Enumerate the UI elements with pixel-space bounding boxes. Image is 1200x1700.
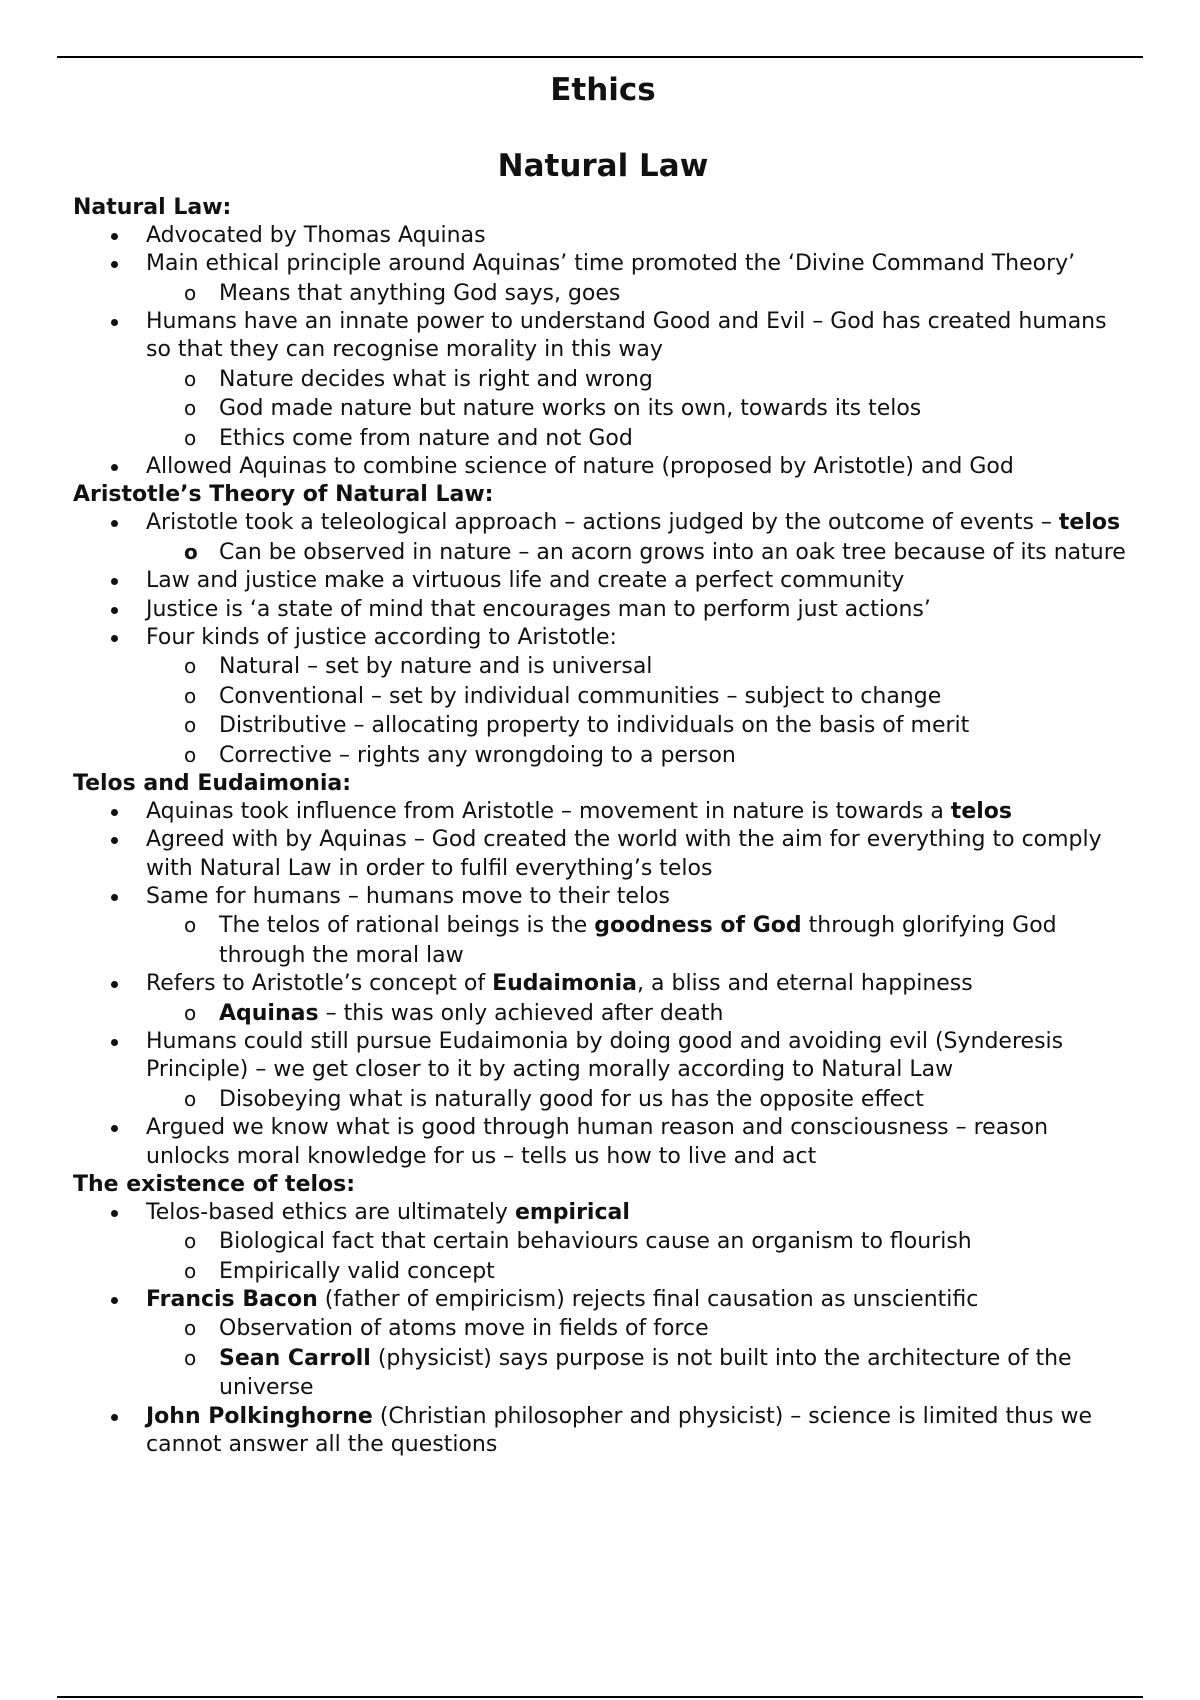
list-item <box>73 798 1133 826</box>
list-item-text: (father of empiricism) rejects final causation as unscientific <box>317 1287 979 1313</box>
sub-list-item <box>146 911 1133 970</box>
list-item <box>73 1403 1133 1460</box>
list-item <box>73 1028 1133 1114</box>
natural-law-list <box>73 222 1133 481</box>
bold-term: telos <box>1058 510 1121 536</box>
list-item <box>73 970 1133 1028</box>
bold-term: John Polkinghorne <box>146 1403 373 1429</box>
sub-list <box>146 1314 1133 1403</box>
bold-term: telos <box>950 799 1012 825</box>
list-item <box>73 308 1133 453</box>
list-item: Agreed with by Aquinas – God created the world with the aim for everything to comply with Natural Law in order to fulfil everything’s telos <box>73 826 1133 883</box>
section-heading-aristotle: Aristotle’s Theory of Natural Law: <box>73 482 494 508</box>
sub-list-item <box>146 999 1133 1029</box>
sub-list <box>146 1085 1133 1115</box>
sub-list-item: o Corrective – rights any wrongdoing to a person <box>146 741 1133 771</box>
sub-list-item: o Conventional – set by individual communities – subject to change <box>146 682 1133 712</box>
bold-term: Aquinas <box>219 1000 319 1026</box>
bold-term: Francis Bacon <box>146 1287 318 1313</box>
sub-list-item: o Ethics come from nature and not God <box>146 424 1133 454</box>
bold-term: Sean Carroll <box>219 1345 371 1371</box>
sub-list <box>146 365 1133 454</box>
list-item-text: Humans could still pursue Eudaimonia by doing good and avoiding evil (Synderesis Principle) – we get closer to it by acting morally according to Natural Law <box>146 1029 1064 1083</box>
list-item-text: Same for humans – humans move to their telos <box>146 884 671 910</box>
document-title: Ethics <box>550 72 656 108</box>
section-heading-telos-eudaimonia: Telos and Eudaimonia: <box>73 771 352 797</box>
sub-list <box>146 999 1133 1029</box>
telos-eudaimonia-list <box>73 798 1133 1171</box>
sub-list-item: o Can be observed in nature – an acorn grows into an oak tree because of its nature <box>146 538 1133 568</box>
sub-list <box>146 911 1133 970</box>
list-item <box>73 250 1133 308</box>
bold-term: empirical <box>514 1199 630 1225</box>
sub-list-item: o Empirically valid concept <box>146 1257 1133 1287</box>
sub-list <box>146 1227 1133 1286</box>
list-item-text: Refers to Aristotle’s concept of <box>146 971 493 997</box>
aristotle-list <box>73 509 1133 770</box>
sub-list-item-text: (physicist) says purpose is not built into the architecture of the universe <box>219 1345 1072 1401</box>
list-item-text: Telos-based ethics are ultimately <box>146 1199 515 1225</box>
list-item-text: Aquinas took influence from Aristotle – movement in nature is towards a <box>146 799 951 825</box>
section-heading-existence-of-telos: The existence of telos: <box>73 1171 356 1197</box>
document-page <box>73 70 1133 1460</box>
sub-list-item: o Natural – set by nature and is universal <box>146 652 1133 682</box>
section-heading-natural-law: Natural Law: <box>73 195 232 220</box>
list-item-text: (Christian philosopher and physicist) – science is limited thus we cannot answer all the questions <box>146 1403 1092 1458</box>
sub-list-item-text: through glorifying God through the moral law <box>219 913 1057 968</box>
list-item: Allowed Aquinas to combine science of nature (proposed by Aristotle) and God <box>73 453 1133 481</box>
sub-list-item-text: – this was only achieved after death <box>318 1000 724 1026</box>
sub-list <box>146 538 1133 568</box>
list-item-text: Main ethical principle around Aquinas’ time promoted the ‘Divine Command Theory’ <box>146 251 1076 277</box>
sub-list-item: o God made nature but nature works on its own, towards its telos <box>146 394 1133 424</box>
sub-list <box>146 279 1133 309</box>
list-item <box>73 883 1133 970</box>
list-item <box>73 1199 1133 1286</box>
list-item-text: Humans have an innate power to understand Good and Evil – God has created humans so that they can recognise morality in this way <box>146 309 1107 363</box>
list-item: Argued we know what is good through human reason and consciousness – reason unlocks moral knowledge for us – tells us how to live and act <box>73 1114 1133 1171</box>
sub-list-item-text: The telos of rational beings is the <box>219 913 595 939</box>
bold-term: Eudaimonia <box>492 971 638 997</box>
sub-list-item: o Nature decides what is right and wrong <box>146 365 1133 395</box>
list-item: Justice is ‘a state of mind that encourages man to perform just actions’ <box>73 596 1133 624</box>
sub-list-item: o Biological fact that certain behaviours cause an organism to flourish <box>146 1227 1133 1257</box>
list-item-text: Four kinds of justice according to Aristotle: <box>146 624 617 650</box>
sub-list-item: o Disobeying what is naturally good for us has the opposite effect <box>146 1085 1133 1115</box>
sub-list-item: o Distributive – allocating property to individuals on the basis of merit <box>146 711 1133 741</box>
list-item-text: Aristotle took a teleological approach – actions judged by the outcome of events – <box>146 510 1059 536</box>
existence-of-telos-list <box>73 1199 1133 1460</box>
bottom-rule <box>57 1696 1143 1698</box>
document-subtitle: Natural Law <box>497 148 709 184</box>
list-item <box>73 509 1133 567</box>
top-rule <box>57 56 1143 58</box>
sub-list <box>146 652 1133 770</box>
bold-term: goodness of God <box>594 913 802 939</box>
sub-list-item: o Means that anything God says, goes <box>146 279 1133 309</box>
sub-list-item: o Observation of atoms move in fields of force <box>146 1314 1133 1344</box>
list-item-text: , a bliss and eternal happiness <box>637 971 973 997</box>
list-item <box>73 1286 1133 1403</box>
list-item: Advocated by Thomas Aquinas <box>73 222 1133 250</box>
list-item <box>73 624 1133 770</box>
list-item: Law and justice make a virtuous life and create a perfect community <box>73 567 1133 595</box>
sub-list-item <box>146 1344 1133 1403</box>
